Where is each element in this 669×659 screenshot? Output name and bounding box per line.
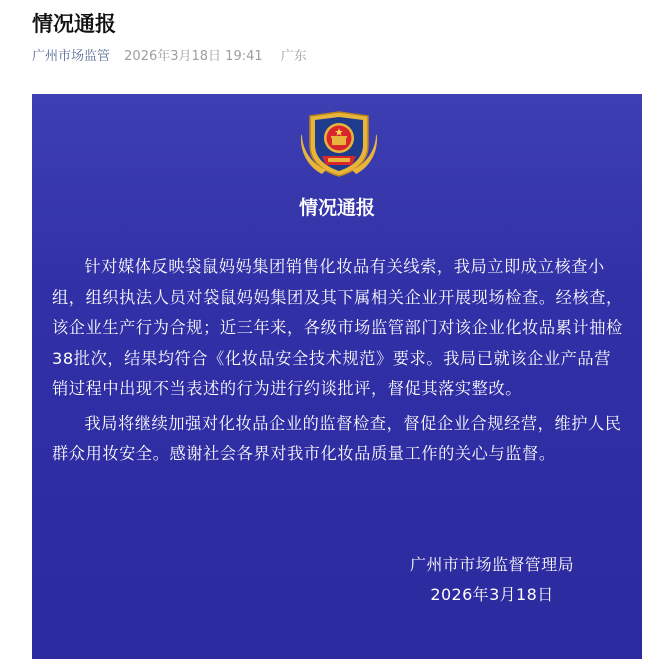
article-title: 情况通报 bbox=[32, 12, 116, 36]
notice-paragraph: 针对媒体反映袋鼠妈妈集团销售化妆品有关线索，我局立即成立核查小组，组织执法人员对袋鼠妈妈集团及其下属相关企业开展现场检查。经核查，该企业生产行为合规；近三年来，各级市场监管部门对该企业化妆品累计抽检38批次，结果均符合《化妆品安全技术规范》要求。我局已就该企业产品营销过程中出现不当表述的行为进行约谈批评，督促其落实整改。 bbox=[52, 257, 623, 398]
signature-agency: 广州市市场监督管理局 bbox=[409, 555, 574, 574]
emblem-label-band bbox=[328, 158, 350, 162]
notice-image bbox=[32, 94, 642, 659]
market-supervision-emblem-icon bbox=[300, 110, 378, 178]
notice-paragraph: 我局将继续加强对化妆品企业的监督检查，督促企业合规经营，维护人民群众用妆安全。感谢社会各界对我市化妆品质量工作的关心与监督。 bbox=[52, 413, 622, 463]
notice-body bbox=[52, 252, 625, 470]
notice-title: 情况通报 bbox=[298, 197, 375, 219]
article-meta bbox=[32, 47, 307, 67]
account-name-link[interactable]: 广州市场监管 bbox=[32, 49, 111, 64]
signature-date: 2026年3月18日 bbox=[430, 585, 554, 604]
publish-location: 广东 bbox=[280, 49, 307, 64]
notice-signature-block bbox=[410, 550, 574, 610]
publish-date: 2026年3月18日 19:41 bbox=[124, 49, 263, 64]
